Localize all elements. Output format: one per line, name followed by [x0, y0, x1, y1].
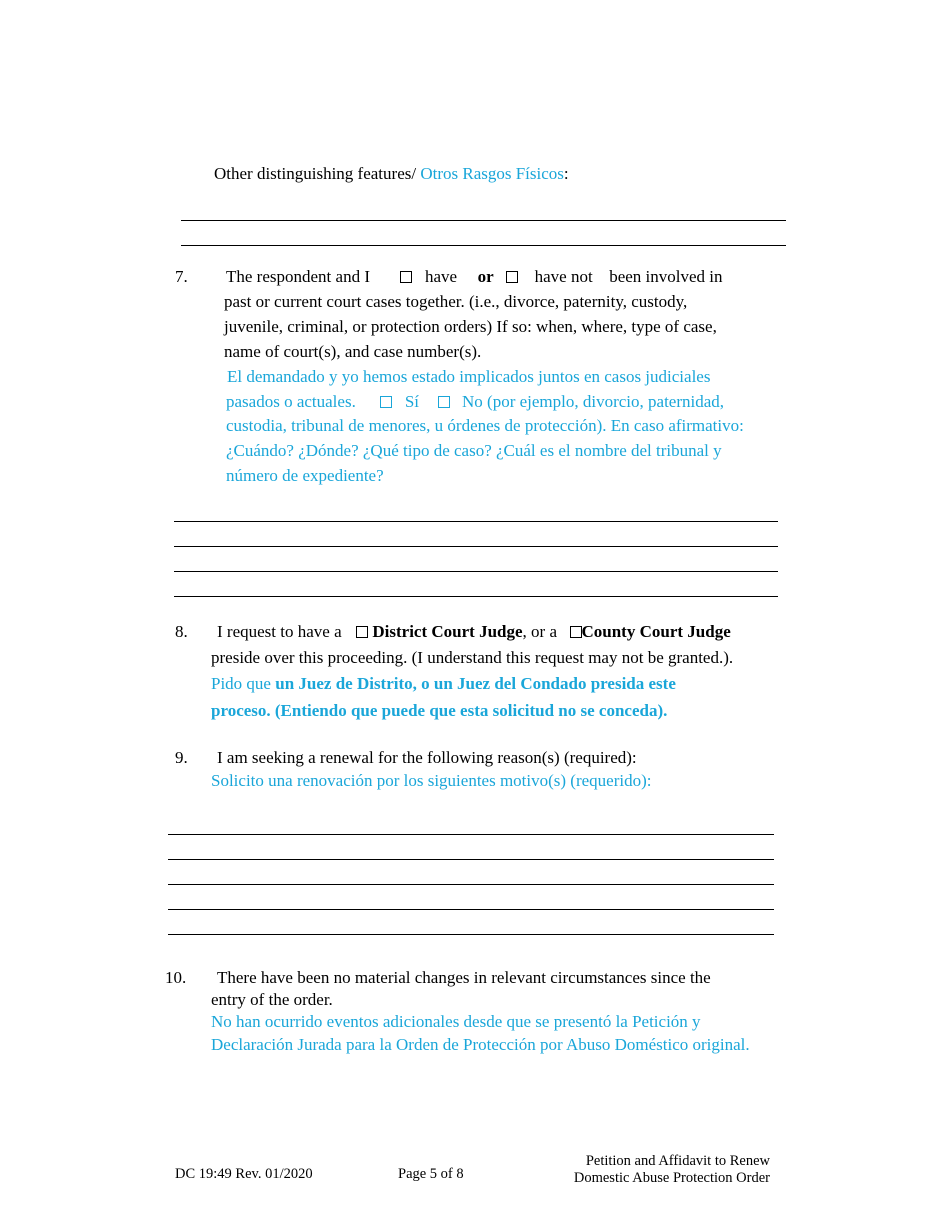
footer-form-id: DC 19:49 Rev. 01/2020	[175, 1166, 313, 1182]
item7-answer-line[interactable]	[174, 571, 778, 572]
item7-es-line5: número de expediente?	[226, 466, 384, 485]
item10-number: 10.	[165, 968, 187, 987]
item8-en-line2: preside over this proceeding. (I understand this request may not be granted.).	[211, 648, 734, 667]
item8-es-line2: proceso. (Entiendo que puede que esta solicitud no se conceda).	[211, 701, 668, 720]
footer-title-line2: Domestic Abuse Protection Order	[573, 1170, 770, 1186]
item9-en: I am seeking a renewal for the following reason(s) (required):	[217, 748, 637, 767]
item7-es-line1: El demandado y yo hemos estado implicados juntos en casos judiciales	[227, 367, 711, 386]
item8-district-checkbox[interactable]	[356, 626, 368, 638]
item9-number: 9.	[175, 748, 188, 767]
item8-en-or: , or a	[522, 622, 557, 641]
item8-county-label: County Court Judge	[581, 622, 731, 641]
item8-en-line1	[217, 622, 731, 642]
item7-have-not-checkbox[interactable]	[506, 271, 518, 283]
item7-es-line2-a: pasados o actuales.	[226, 392, 356, 411]
item7-no-checkbox[interactable]	[438, 396, 450, 408]
item8-es-line1	[211, 674, 676, 694]
item7-si-label: Sí	[404, 392, 420, 411]
item8-es-b: un Juez de Distrito, o un Juez del Condado presida este	[275, 674, 676, 693]
item9-answer-line[interactable]	[168, 934, 774, 935]
features-answer-line[interactable]	[181, 220, 786, 221]
item7-or: or	[477, 267, 494, 286]
item7-no-label: No (por ejemplo, divorcio, paternidad,	[462, 392, 725, 411]
item7-have-not-label: have not	[534, 267, 593, 286]
item7-en-a: The respondent and I	[226, 267, 370, 286]
item7-si-checkbox[interactable]	[380, 396, 392, 408]
item8-district-label: District Court Judge	[372, 622, 523, 641]
item8-en-a: I request to have a	[217, 622, 342, 641]
item9-answer-line[interactable]	[168, 884, 774, 885]
item8-county-checkbox[interactable]	[570, 626, 582, 638]
item7-answer-line[interactable]	[174, 546, 778, 547]
item9-answer-line[interactable]	[168, 909, 774, 910]
item10-es-line2: Declaración Jurada para la Orden de Protección por Abuso Doméstico original.	[211, 1035, 750, 1054]
features-answer-line[interactable]	[181, 245, 786, 246]
features-label-es: Otros Rasgos Físicos	[420, 164, 564, 183]
item7-answer-line[interactable]	[174, 521, 778, 522]
item7-number: 7.	[175, 267, 188, 286]
item9-answer-line[interactable]	[168, 859, 774, 860]
item9-answer-line[interactable]	[168, 834, 774, 835]
item10-en-line2: entry of the order.	[211, 990, 333, 1009]
features-label-en: Other distinguishing features/	[214, 164, 417, 183]
item9-es: Solicito una renovación por los siguientes motivo(s) (requerido):	[211, 771, 652, 790]
item7-es-line4: ¿Cuándo? ¿Dónde? ¿Qué tipo de caso? ¿Cuál es el nombre del tribunal y	[226, 441, 722, 460]
item7-en-line3: juvenile, criminal, or protection orders) If so: when, where, type of case,	[224, 317, 717, 336]
features-label	[214, 164, 569, 184]
footer-title-line1: Petition and Affidavit to Renew	[585, 1153, 770, 1169]
item7-have-checkbox[interactable]	[400, 271, 412, 283]
item10-es-line1: No han ocurrido eventos adicionales desde que se presentó la Petición y	[211, 1012, 701, 1031]
item7-answer-line[interactable]	[174, 596, 778, 597]
item10-en-line1: There have been no material changes in relevant circumstances since the	[217, 968, 711, 987]
item7-en-line2: past or current court cases together. (i.e., divorce, paternity, custody,	[224, 292, 688, 311]
item7-en-b: been involved in	[609, 267, 723, 286]
item7-en-line1	[226, 267, 723, 287]
features-colon: :	[563, 164, 569, 183]
item7-es-line2	[226, 392, 724, 412]
item7-es-line3: custodia, tribunal de menores, u órdenes de protección). En caso afirmativo:	[226, 416, 744, 435]
item7-en-line4: name of court(s), and case number(s).	[224, 342, 482, 361]
footer-page-number: Page 5 of 8	[398, 1166, 464, 1182]
item8-es-a: Pido que	[211, 674, 271, 693]
item7-have-label: have	[424, 267, 458, 286]
item8-number: 8.	[175, 622, 188, 641]
